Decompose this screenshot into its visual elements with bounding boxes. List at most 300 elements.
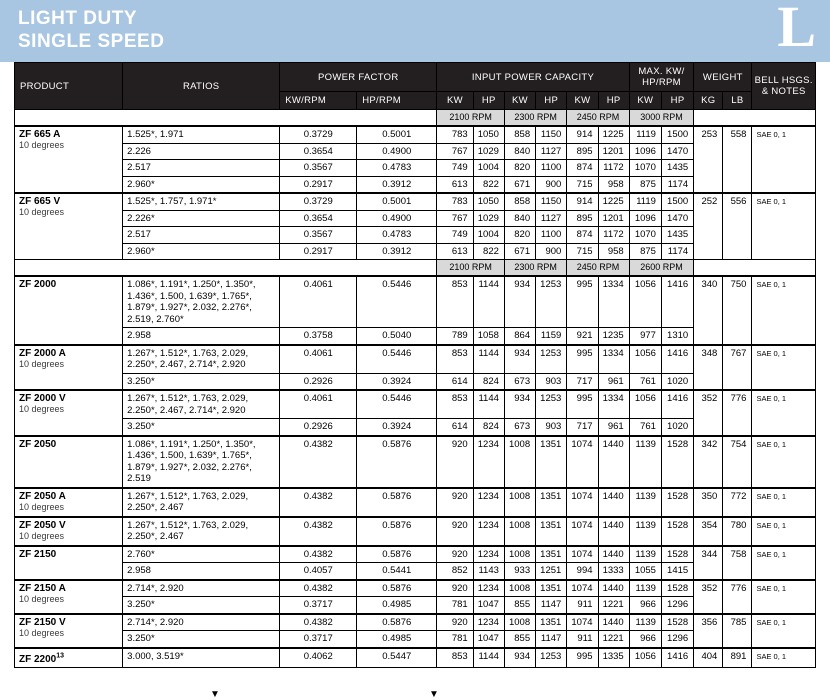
cell-max-1: 1416	[661, 345, 693, 374]
cell-capacity-5: 1172	[598, 227, 629, 244]
cell-capacity-4: 1074	[567, 546, 598, 563]
cell-capacity-0: 853	[437, 276, 473, 328]
cell-max-0: 1139	[629, 580, 661, 597]
cell-kw-rpm: 0.3654	[280, 143, 357, 160]
cell-max-1: 1416	[661, 276, 693, 328]
rpm-band-row	[15, 110, 816, 127]
cell-capacity-3: 1147	[536, 597, 567, 614]
cell-capacity-5: 1225	[598, 126, 629, 143]
cell-hp-rpm: 0.4900	[357, 143, 437, 160]
table-row	[15, 648, 816, 668]
cell-kw-rpm: 0.2917	[280, 243, 357, 260]
cell-kw-rpm: 0.3567	[280, 160, 357, 177]
cell-capacity-2: 1008	[504, 546, 535, 563]
cell-ratios: 3.000, 3.519*	[123, 648, 280, 668]
cell-capacity-1: 1234	[473, 436, 504, 488]
cell-kw-rpm: 0.3729	[280, 193, 357, 210]
cell-capacity-5: 1440	[598, 580, 629, 597]
cell-max-0: 1139	[629, 546, 661, 563]
cell-capacity-2: 934	[504, 648, 535, 668]
cell-weight-lb: 758	[723, 546, 752, 580]
col-input-power-capacity: INPUT POWER CAPACITY	[437, 63, 629, 92]
cell-capacity-1: 1234	[473, 546, 504, 563]
cell-max-0: 1056	[629, 390, 661, 419]
cell-capacity-1: 822	[473, 176, 504, 193]
cell-weight-kg: 344	[694, 546, 723, 580]
cell-capacity-2: 671	[504, 176, 535, 193]
cell-capacity-5: 1440	[598, 488, 629, 517]
cell-max-1: 1500	[661, 126, 693, 143]
cell-max-1: 1174	[661, 243, 693, 260]
cell-product: ZF 2000	[15, 276, 123, 345]
cell-capacity-1: 824	[473, 419, 504, 436]
rpm-band-spacer-right	[694, 260, 816, 277]
cell-hp-rpm: 0.5446	[357, 390, 437, 419]
cell-max-1: 1528	[661, 488, 693, 517]
page-title-line2: SINGLE SPEED	[18, 31, 165, 52]
cell-max-0: 761	[629, 373, 661, 390]
cell-capacity-1: 1144	[473, 390, 504, 419]
cell-capacity-1: 1047	[473, 597, 504, 614]
cell-ratios: 2.517	[123, 160, 280, 177]
cell-capacity-4: 921	[567, 328, 598, 345]
cell-kw-rpm: 0.3654	[280, 210, 357, 227]
cell-capacity-3: 1253	[536, 390, 567, 419]
cell-product: ZF 2000 A 10 degrees	[15, 345, 123, 391]
cell-weight-kg: 340	[694, 276, 723, 345]
cell-ratios: 2.760*	[123, 546, 280, 563]
cell-capacity-3: 1100	[536, 160, 567, 177]
cell-ratios: 3.250*	[123, 631, 280, 648]
cell-capacity-5: 1440	[598, 614, 629, 631]
cell-capacity-4: 995	[567, 345, 598, 374]
cell-max-0: 1055	[629, 563, 661, 580]
cell-hp-rpm: 0.5876	[357, 580, 437, 597]
cell-capacity-1: 822	[473, 243, 504, 260]
cell-hp-rpm: 0.5001	[357, 126, 437, 143]
cell-capacity-3: 1351	[536, 488, 567, 517]
cell-kw-rpm: 0.4061	[280, 345, 357, 374]
cell-capacity-5: 961	[598, 373, 629, 390]
cell-capacity-0: 783	[437, 193, 473, 210]
cell-max-0: 1139	[629, 488, 661, 517]
cell-max-1: 1528	[661, 546, 693, 563]
cell-ratios: 2.714*, 2.920	[123, 580, 280, 597]
cell-max-1: 1415	[661, 563, 693, 580]
cell-capacity-1: 1144	[473, 345, 504, 374]
cell-hp-rpm: 0.4985	[357, 597, 437, 614]
cell-ratios: 2.226	[123, 143, 280, 160]
cell-capacity-3: 1351	[536, 546, 567, 563]
table-row	[15, 276, 816, 328]
col-bell-hsgs-notes: BELL HSGS. & NOTES	[752, 63, 816, 110]
cell-capacity-1: 1050	[473, 126, 504, 143]
rpm-band-row	[15, 260, 816, 277]
cell-ratios: 1.525*, 1.757, 1.971*	[123, 193, 280, 210]
col-product: PRODUCT	[15, 63, 123, 110]
cell-ratios: 3.250*	[123, 373, 280, 390]
cell-capacity-3: 1150	[536, 193, 567, 210]
cell-max-1: 1500	[661, 193, 693, 210]
rpm-band-a-1: 2300 RPM	[504, 110, 566, 127]
cell-kw-rpm: 0.3717	[280, 631, 357, 648]
cell-hp-rpm: 0.4783	[357, 227, 437, 244]
cell-capacity-3: 1351	[536, 436, 567, 488]
cell-weight-kg: 354	[694, 517, 723, 546]
specifications-table-wrap	[14, 62, 816, 668]
cell-hp-rpm: 0.5441	[357, 563, 437, 580]
cell-capacity-3: 900	[536, 176, 567, 193]
cell-hp-rpm: 0.5001	[357, 193, 437, 210]
cell-capacity-0: 920	[437, 517, 473, 546]
cell-product: ZF 2050 V 10 degrees	[15, 517, 123, 546]
cell-ratios: 2.226*	[123, 210, 280, 227]
cell-capacity-4: 994	[567, 563, 598, 580]
rpm-band-b-0: 2100 RPM	[437, 260, 505, 277]
cell-capacity-2: 1008	[504, 436, 535, 488]
cell-capacity-3: 1351	[536, 580, 567, 597]
cell-max-1: 1174	[661, 176, 693, 193]
cell-weight-kg: 352	[694, 580, 723, 614]
cell-max-0: 1096	[629, 143, 661, 160]
cell-max-0: 1070	[629, 160, 661, 177]
cell-capacity-3: 1147	[536, 631, 567, 648]
cell-kw-rpm: 0.4382	[280, 488, 357, 517]
cell-max-0: 966	[629, 597, 661, 614]
cell-capacity-1: 1144	[473, 276, 504, 328]
cell-max-0: 1139	[629, 517, 661, 546]
cell-capacity-0: 920	[437, 614, 473, 631]
cell-capacity-4: 1074	[567, 488, 598, 517]
cell-max-1: 1296	[661, 631, 693, 648]
cell-weight-lb: 750	[723, 276, 752, 345]
cell-max-1: 1310	[661, 328, 693, 345]
col-hp-3: HP	[598, 92, 629, 110]
cell-weight-kg: 404	[694, 648, 723, 668]
cell-capacity-5: 1334	[598, 345, 629, 374]
col-kw-1: KW	[437, 92, 473, 110]
cell-capacity-3: 1251	[536, 563, 567, 580]
cell-max-1: 1416	[661, 390, 693, 419]
cell-capacity-0: 749	[437, 227, 473, 244]
cell-capacity-5: 958	[598, 176, 629, 193]
cell-max-0: 1056	[629, 276, 661, 328]
cell-capacity-2: 1008	[504, 614, 535, 631]
cell-hp-rpm: 0.5876	[357, 614, 437, 631]
cell-notes: SAE 0, 1	[752, 546, 816, 580]
cell-capacity-0: 920	[437, 436, 473, 488]
cell-capacity-5: 1334	[598, 390, 629, 419]
table-row	[15, 546, 816, 563]
cell-hp-rpm: 0.3912	[357, 243, 437, 260]
col-hp-max: HP	[661, 92, 693, 110]
cell-weight-kg: 356	[694, 614, 723, 648]
cell-product: ZF 2150	[15, 546, 123, 580]
rpm-band-b-1: 2300 RPM	[504, 260, 566, 277]
cell-capacity-3: 1253	[536, 276, 567, 328]
cell-capacity-0: 853	[437, 345, 473, 374]
cell-capacity-1: 1144	[473, 648, 504, 668]
cell-max-0: 966	[629, 631, 661, 648]
cell-ratios: 1.086*, 1.191*, 1.250*, 1.350*, 1.436*, 1.500, 1.639*, 1.765*, 1.879*, 1.927*, 2.032, 2.276*, 2.519, 2.760*	[123, 276, 280, 328]
cell-capacity-0: 614	[437, 373, 473, 390]
cell-capacity-4: 717	[567, 419, 598, 436]
cell-capacity-0: 920	[437, 580, 473, 597]
cell-notes: SAE 0, 1	[752, 276, 816, 345]
cell-max-0: 1139	[629, 436, 661, 488]
cell-kw-rpm: 0.2926	[280, 419, 357, 436]
cell-ratios: 1.525*, 1.971	[123, 126, 280, 143]
cell-weight-lb: 754	[723, 436, 752, 488]
cell-capacity-1: 1004	[473, 227, 504, 244]
cell-capacity-0: 789	[437, 328, 473, 345]
cell-capacity-4: 895	[567, 143, 598, 160]
cell-capacity-1: 1047	[473, 631, 504, 648]
cell-kw-rpm: 0.3717	[280, 597, 357, 614]
table-row	[15, 488, 816, 517]
cell-capacity-2: 671	[504, 243, 535, 260]
cell-kw-rpm: 0.3758	[280, 328, 357, 345]
cell-capacity-2: 934	[504, 345, 535, 374]
cell-product: ZF 2000 V 10 degrees	[15, 390, 123, 436]
col-kw-max: KW	[629, 92, 661, 110]
cell-ratios: 1.086*, 1.191*, 1.250*, 1.350*, 1.436*, 1.500, 1.639*, 1.765*, 1.879*, 1.927*, 2.032, 2.276*, 2.519	[123, 436, 280, 488]
cell-capacity-2: 1008	[504, 488, 535, 517]
cell-ratios: 2.958	[123, 328, 280, 345]
cell-capacity-2: 864	[504, 328, 535, 345]
cell-capacity-0: 920	[437, 488, 473, 517]
cell-max-1: 1528	[661, 517, 693, 546]
cell-kw-rpm: 0.4382	[280, 517, 357, 546]
continuation-arrows	[14, 690, 816, 700]
rpm-band-spacer	[15, 260, 437, 277]
rpm-band-spacer-right	[694, 110, 816, 127]
cell-capacity-1: 1234	[473, 517, 504, 546]
col-hp-2: HP	[536, 92, 567, 110]
cell-capacity-3: 1351	[536, 614, 567, 631]
col-kw-3: KW	[567, 92, 598, 110]
table-body	[15, 110, 816, 668]
cell-max-0: 1119	[629, 193, 661, 210]
cell-weight-kg: 348	[694, 345, 723, 391]
cell-weight-lb: 785	[723, 614, 752, 648]
cell-capacity-4: 911	[567, 597, 598, 614]
cell-weight-kg: 350	[694, 488, 723, 517]
rpm-band-b-3: 2600 RPM	[629, 260, 693, 277]
cell-capacity-5: 958	[598, 243, 629, 260]
cell-weight-lb: 767	[723, 345, 752, 391]
cell-capacity-3: 1159	[536, 328, 567, 345]
cell-kw-rpm: 0.2926	[280, 373, 357, 390]
cell-capacity-4: 1074	[567, 517, 598, 546]
table-row	[15, 345, 816, 374]
cell-capacity-4: 1074	[567, 436, 598, 488]
cell-weight-kg: 252	[694, 193, 723, 260]
cell-capacity-2: 820	[504, 160, 535, 177]
cell-notes: SAE 0, 1	[752, 345, 816, 391]
cell-product: ZF 665 A 10 degrees	[15, 126, 123, 193]
cell-max-1: 1020	[661, 373, 693, 390]
cell-capacity-1: 1234	[473, 580, 504, 597]
rpm-band-spacer	[15, 110, 437, 127]
cell-capacity-4: 1074	[567, 580, 598, 597]
cell-capacity-1: 1004	[473, 160, 504, 177]
cell-capacity-3: 1253	[536, 345, 567, 374]
cell-kw-rpm: 0.4382	[280, 546, 357, 563]
cell-capacity-5: 1221	[598, 631, 629, 648]
cell-max-1: 1528	[661, 436, 693, 488]
cell-capacity-0: 767	[437, 143, 473, 160]
col-max-kw-hp-rpm: MAX. KW/ HP/RPM	[629, 63, 693, 92]
cell-max-0: 1096	[629, 210, 661, 227]
cell-max-0: 1139	[629, 614, 661, 631]
cell-hp-rpm: 0.5447	[357, 648, 437, 668]
cell-ratios: 1.267*, 1.512*, 1.763, 2.029, 2.250*, 2.467, 2.714*, 2.920	[123, 345, 280, 374]
cell-capacity-3: 1100	[536, 227, 567, 244]
cell-kw-rpm: 0.4062	[280, 648, 357, 668]
cell-weight-kg: 352	[694, 390, 723, 436]
rpm-band-a-0: 2100 RPM	[437, 110, 505, 127]
cell-capacity-3: 1351	[536, 517, 567, 546]
cell-capacity-2: 840	[504, 143, 535, 160]
cell-product: ZF 2050	[15, 436, 123, 488]
cell-capacity-3: 1150	[536, 126, 567, 143]
cell-ratios: 2.960*	[123, 243, 280, 260]
cell-capacity-0: 749	[437, 160, 473, 177]
cell-capacity-4: 911	[567, 631, 598, 648]
cell-capacity-0: 920	[437, 546, 473, 563]
cell-max-0: 1070	[629, 227, 661, 244]
page-header	[0, 0, 830, 62]
cell-capacity-2: 855	[504, 631, 535, 648]
cell-capacity-4: 995	[567, 390, 598, 419]
cell-capacity-2: 820	[504, 227, 535, 244]
cell-notes: SAE 0, 1	[752, 614, 816, 648]
cell-hp-rpm: 0.3924	[357, 419, 437, 436]
cell-max-0: 1119	[629, 126, 661, 143]
col-weight: WEIGHT	[694, 63, 752, 92]
cell-max-1: 1470	[661, 210, 693, 227]
cell-hp-rpm: 0.4985	[357, 631, 437, 648]
cell-capacity-0: 853	[437, 390, 473, 419]
cell-capacity-0: 783	[437, 126, 473, 143]
cell-ratios: 2.960*	[123, 176, 280, 193]
cell-capacity-3: 903	[536, 373, 567, 390]
cell-capacity-3: 1253	[536, 648, 567, 668]
cell-capacity-1: 1029	[473, 210, 504, 227]
cell-hp-rpm: 0.3924	[357, 373, 437, 390]
cell-capacity-5: 1335	[598, 648, 629, 668]
cell-ratios: 1.267*, 1.512*, 1.763, 2.029, 2.250*, 2.467	[123, 488, 280, 517]
cell-kw-rpm: 0.4061	[280, 276, 357, 328]
cell-product: ZF 665 V 10 degrees	[15, 193, 123, 260]
cell-capacity-2: 673	[504, 373, 535, 390]
cell-notes: SAE 0, 1	[752, 648, 816, 668]
cell-notes: SAE 0, 1	[752, 436, 816, 488]
page-title	[18, 7, 164, 53]
cell-notes: SAE 0, 1	[752, 390, 816, 436]
cell-notes: SAE 0, 1	[752, 488, 816, 517]
cell-capacity-1: 824	[473, 373, 504, 390]
cell-capacity-4: 874	[567, 227, 598, 244]
cell-capacity-2: 933	[504, 563, 535, 580]
cell-capacity-4: 717	[567, 373, 598, 390]
cell-max-1: 1470	[661, 143, 693, 160]
cell-capacity-5: 1440	[598, 546, 629, 563]
cell-capacity-5: 1440	[598, 436, 629, 488]
cell-hp-rpm: 0.5446	[357, 345, 437, 374]
col-kw-2: KW	[504, 92, 535, 110]
cell-hp-rpm: 0.4900	[357, 210, 437, 227]
table-row	[15, 193, 816, 210]
specifications-table	[14, 62, 816, 668]
cell-max-0: 1056	[629, 648, 661, 668]
cell-capacity-4: 895	[567, 210, 598, 227]
cell-capacity-4: 715	[567, 176, 598, 193]
section-letter: L	[777, 0, 816, 59]
cell-capacity-4: 1074	[567, 614, 598, 631]
header-row-1	[15, 63, 816, 92]
col-hp-rpm: HP/RPM	[357, 92, 437, 110]
cell-capacity-5: 1201	[598, 210, 629, 227]
table-row	[15, 390, 816, 419]
cell-capacity-2: 858	[504, 193, 535, 210]
cell-weight-lb: 558	[723, 126, 752, 193]
page-title-line1: LIGHT DUTY	[18, 8, 137, 29]
cell-ratios: 2.958	[123, 563, 280, 580]
cell-hp-rpm: 0.5876	[357, 436, 437, 488]
cell-capacity-0: 781	[437, 631, 473, 648]
cell-max-1: 1416	[661, 648, 693, 668]
cell-capacity-1: 1143	[473, 563, 504, 580]
cell-ratios: 3.250*	[123, 419, 280, 436]
cell-kw-rpm: 0.4382	[280, 580, 357, 597]
cell-notes: SAE 0, 1	[752, 517, 816, 546]
cell-max-1: 1528	[661, 580, 693, 597]
cell-ratios: 2.714*, 2.920	[123, 614, 280, 631]
cell-kw-rpm: 0.4057	[280, 563, 357, 580]
cell-hp-rpm: 0.5040	[357, 328, 437, 345]
cell-capacity-5: 1172	[598, 160, 629, 177]
col-kw-rpm: KW/RPM	[280, 92, 357, 110]
col-power-factor: POWER FACTOR	[280, 63, 437, 92]
cell-hp-rpm: 0.5876	[357, 546, 437, 563]
col-kg: KG	[694, 92, 723, 110]
cell-kw-rpm: 0.4382	[280, 614, 357, 631]
cell-capacity-1: 1234	[473, 488, 504, 517]
cell-capacity-2: 1008	[504, 580, 535, 597]
cell-capacity-2: 934	[504, 276, 535, 328]
cell-capacity-5: 961	[598, 419, 629, 436]
cell-hp-rpm: 0.5446	[357, 276, 437, 328]
cell-weight-kg: 342	[694, 436, 723, 488]
cell-capacity-3: 903	[536, 419, 567, 436]
cell-max-1: 1020	[661, 419, 693, 436]
cell-capacity-2: 1008	[504, 517, 535, 546]
cell-notes: SAE 0, 1	[752, 193, 816, 260]
cell-ratios: 2.517	[123, 227, 280, 244]
cell-product: ZF 2050 A 10 degrees	[15, 488, 123, 517]
cell-capacity-2: 855	[504, 597, 535, 614]
cell-max-0: 1056	[629, 345, 661, 374]
cell-capacity-5: 1201	[598, 143, 629, 160]
cell-max-1: 1528	[661, 614, 693, 631]
cell-max-1: 1435	[661, 160, 693, 177]
cell-capacity-4: 914	[567, 126, 598, 143]
cell-weight-lb: 776	[723, 390, 752, 436]
cell-capacity-0: 853	[437, 648, 473, 668]
arrow-down-capacity: ▼	[429, 689, 439, 700]
